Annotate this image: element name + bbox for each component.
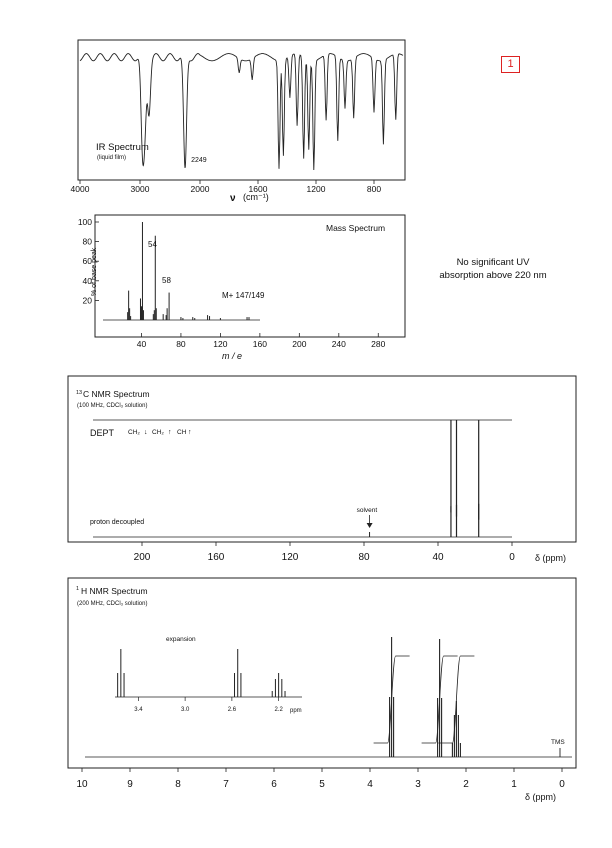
h1-expansion-inset bbox=[115, 636, 302, 714]
mass-xtick-label: 40 bbox=[136, 339, 147, 349]
c13-chart bbox=[68, 376, 576, 563]
c13-tick-label: 200 bbox=[133, 552, 151, 563]
c13-subtitle: (100 MHz, CDCl₃ solution) bbox=[77, 403, 148, 409]
h1-expansion-ticks bbox=[134, 697, 283, 713]
mass-xlabel: m / e bbox=[222, 351, 243, 361]
mass-xtick-label: 160 bbox=[252, 339, 267, 349]
h1-subtitle: (200 MHz, CDCl₃ solution) bbox=[77, 601, 148, 607]
c13-title-sup: 13 bbox=[76, 390, 83, 396]
h1-tick-label: 2 bbox=[463, 779, 469, 790]
c13-title: C NMR Spectrum bbox=[83, 389, 150, 399]
mass-ylabel: % of base peak bbox=[91, 247, 98, 296]
ir-ticks bbox=[71, 180, 382, 194]
h1-ticks bbox=[76, 768, 565, 790]
h1-xlabel: δ (ppm) bbox=[525, 792, 557, 802]
h1-integrals bbox=[374, 656, 475, 743]
h1-expansion-label: expansion bbox=[166, 636, 196, 643]
h1-tick-label: 0 bbox=[559, 779, 565, 790]
mass-xtick-label: 240 bbox=[331, 339, 346, 349]
ir-xlabel-unit: (cm⁻¹) bbox=[243, 192, 269, 202]
c13-solvent-label: solvent bbox=[356, 507, 378, 514]
ir-subtitle: (liquid film) bbox=[97, 155, 127, 161]
h1-tick-label: 7 bbox=[223, 779, 229, 790]
ir-chart bbox=[71, 40, 405, 204]
mass-annotation-58: 58 bbox=[162, 276, 171, 285]
mass-bars bbox=[128, 222, 249, 320]
h1-tick-label: 4 bbox=[367, 779, 373, 790]
h1-expansion-tick-label: 2.2 bbox=[274, 707, 283, 713]
mass-chart bbox=[78, 215, 405, 361]
h1-title: H NMR Spectrum bbox=[81, 586, 148, 596]
c13-dept-arrow-a: ↓ bbox=[144, 429, 148, 436]
c13-tick-label: 120 bbox=[281, 552, 299, 563]
ir-xlabel-symbol: ν bbox=[230, 193, 236, 204]
c13-frame bbox=[68, 376, 576, 542]
h1-expansion-tick-label: 3.0 bbox=[180, 707, 190, 713]
ir-tick-label: 2000 bbox=[190, 184, 210, 194]
c13-tick-label: 40 bbox=[432, 552, 444, 563]
c13-dept-arrow-c: ↑ bbox=[188, 429, 192, 436]
mass-ytick-label: 80 bbox=[82, 236, 92, 247]
c13-tick-label: 80 bbox=[358, 552, 370, 563]
mass-xtick-label: 280 bbox=[371, 339, 386, 349]
uv-note-line2: absorption above 220 nm bbox=[439, 270, 547, 281]
ir-tick-label: 4000 bbox=[70, 184, 90, 194]
h1-tms-label: TMS bbox=[551, 739, 565, 746]
mass-title: Mass Spectrum bbox=[326, 223, 386, 233]
h1-expansion-tick-label: 2.6 bbox=[227, 707, 237, 713]
c13-xlabel: δ (ppm) bbox=[535, 553, 567, 563]
c13-proton-decoupled-label: proton decoupled bbox=[90, 519, 145, 526]
h1-chart bbox=[68, 578, 576, 802]
problem-number-badge: 1 bbox=[501, 56, 520, 73]
c13-tick-label: 0 bbox=[509, 552, 515, 563]
ir-tick-label: 1200 bbox=[306, 184, 326, 194]
h1-tick-label: 3 bbox=[415, 779, 421, 790]
uv-note-line1: No significant UV bbox=[456, 257, 530, 268]
mass-xtick-label: 80 bbox=[176, 339, 186, 349]
mass-ytick-label: 40 bbox=[82, 275, 92, 286]
c13-solvent-arrowhead bbox=[367, 523, 373, 528]
c13-dept-label: DEPT bbox=[90, 428, 115, 438]
mass-xtick-label: 120 bbox=[213, 339, 228, 349]
mass-ytick-label: 60 bbox=[82, 256, 92, 267]
ir-annotation-2249: 2249 bbox=[191, 157, 207, 164]
c13-dept-arrow-b: ↑ bbox=[168, 429, 172, 436]
mass-ticks bbox=[78, 217, 386, 349]
c13-ticks bbox=[134, 542, 516, 563]
h1-expansion-tick-label: 3.4 bbox=[134, 707, 143, 713]
h1-title-sup: 1 bbox=[76, 586, 80, 592]
h1-tick-label: 9 bbox=[127, 779, 133, 790]
c13-peaks bbox=[370, 420, 479, 537]
ir-tick-label: 3000 bbox=[130, 184, 150, 194]
h1-peaks bbox=[390, 637, 461, 757]
ir-tick-label: 1600 bbox=[248, 184, 268, 194]
h1-tick-label: 6 bbox=[271, 779, 277, 790]
ir-tick-label: 800 bbox=[366, 184, 382, 194]
c13-dept-ch2-b: CH₂ bbox=[152, 429, 164, 436]
mass-annotation-54: 54 bbox=[148, 240, 157, 249]
mass-annotation-molecular-ion: M+ 147/149 bbox=[222, 291, 265, 300]
mass-xtick-label: 200 bbox=[292, 339, 307, 349]
mass-ytick-label: 20 bbox=[82, 295, 92, 306]
c13-dept-ch2-a: CH₂ bbox=[128, 429, 140, 436]
h1-tick-label: 8 bbox=[175, 779, 181, 790]
c13-dept-ch: CH bbox=[177, 429, 187, 436]
mass-ytick-label: 100 bbox=[77, 217, 92, 227]
c13-tick-label: 160 bbox=[207, 552, 225, 563]
ir-title: IR Spectrum bbox=[96, 142, 149, 153]
h1-tick-label: 1 bbox=[511, 779, 517, 790]
h1-tick-label: 5 bbox=[319, 779, 325, 790]
h1-tick-label: 10 bbox=[76, 779, 88, 790]
h1-expansion-unit: ppm bbox=[290, 708, 302, 714]
h1-expansion-peaks bbox=[118, 649, 285, 697]
